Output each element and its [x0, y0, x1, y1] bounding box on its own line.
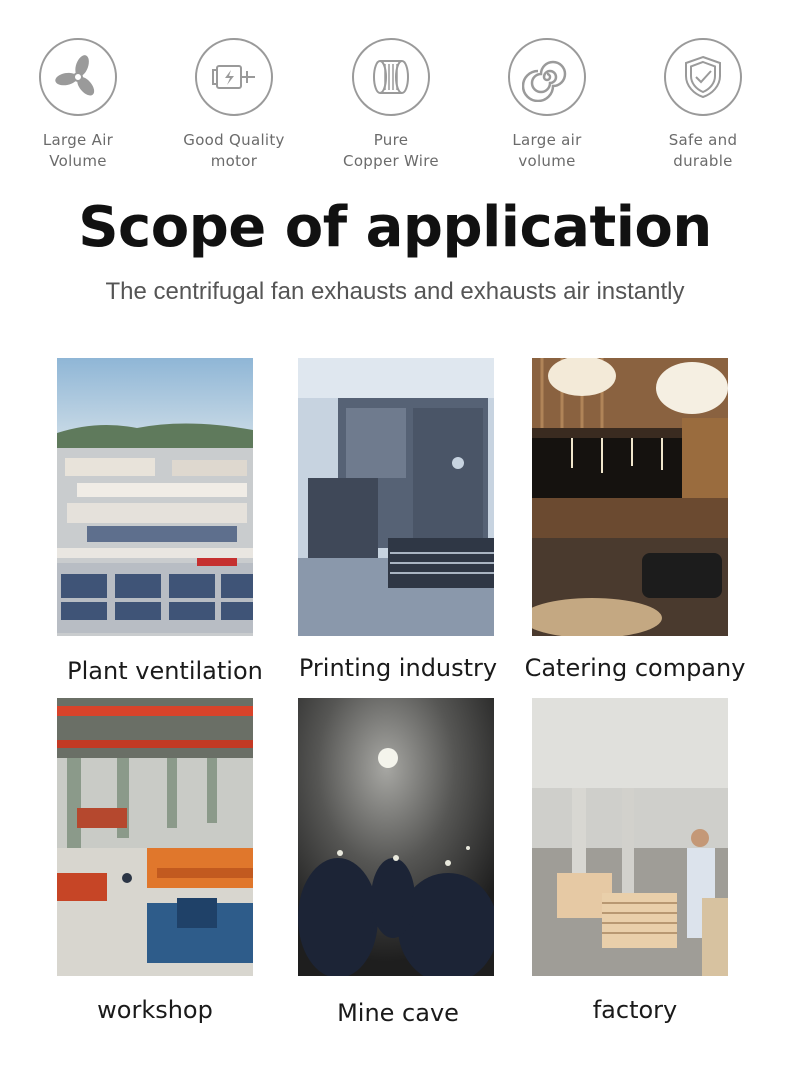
feature-pure-copper-wire	[321, 38, 461, 172]
feature-safe-and-durable	[633, 38, 773, 172]
caption-mine-cave: Mine cave	[337, 999, 459, 1027]
spiral-airflow-icon	[508, 38, 586, 116]
caption-plant-ventilation: Plant ventilation	[67, 657, 263, 685]
caption-printing-industry: Printing industry	[298, 654, 498, 682]
feature-label: Good Quality motor	[183, 131, 285, 170]
page-title: Scope of application	[78, 195, 712, 260]
motor-icon	[195, 38, 273, 116]
shield-check-icon	[664, 38, 742, 116]
solar-factory-campus-photo	[57, 358, 253, 636]
page-subtitle: The centrifugal fan exhausts and exhausts air instantly	[105, 278, 685, 305]
printing-press-photo	[298, 358, 494, 636]
caption-workshop: workshop	[97, 996, 213, 1024]
feature-large-air-volume-2	[477, 38, 617, 172]
feature-label: Safe and durable	[668, 131, 738, 170]
feature-good-quality-motor	[164, 38, 304, 172]
feature-label: Pure Copper Wire	[343, 131, 439, 170]
feature-large-air-volume	[8, 38, 148, 172]
feature-label: Large air volume	[512, 131, 582, 170]
copper-coil-icon	[352, 38, 430, 116]
industrial-workshop-photo	[57, 698, 253, 976]
factory-warehouse-photo	[532, 698, 728, 976]
fan-icon	[39, 38, 117, 116]
caption-catering-company: Catering company	[524, 654, 746, 682]
caption-factory: factory	[592, 996, 678, 1024]
mine-tunnel-photo	[298, 698, 494, 976]
feature-label: Large Air Volume	[42, 131, 114, 170]
feature-icons-row	[0, 38, 790, 178]
restaurant-interior-photo	[532, 358, 728, 636]
